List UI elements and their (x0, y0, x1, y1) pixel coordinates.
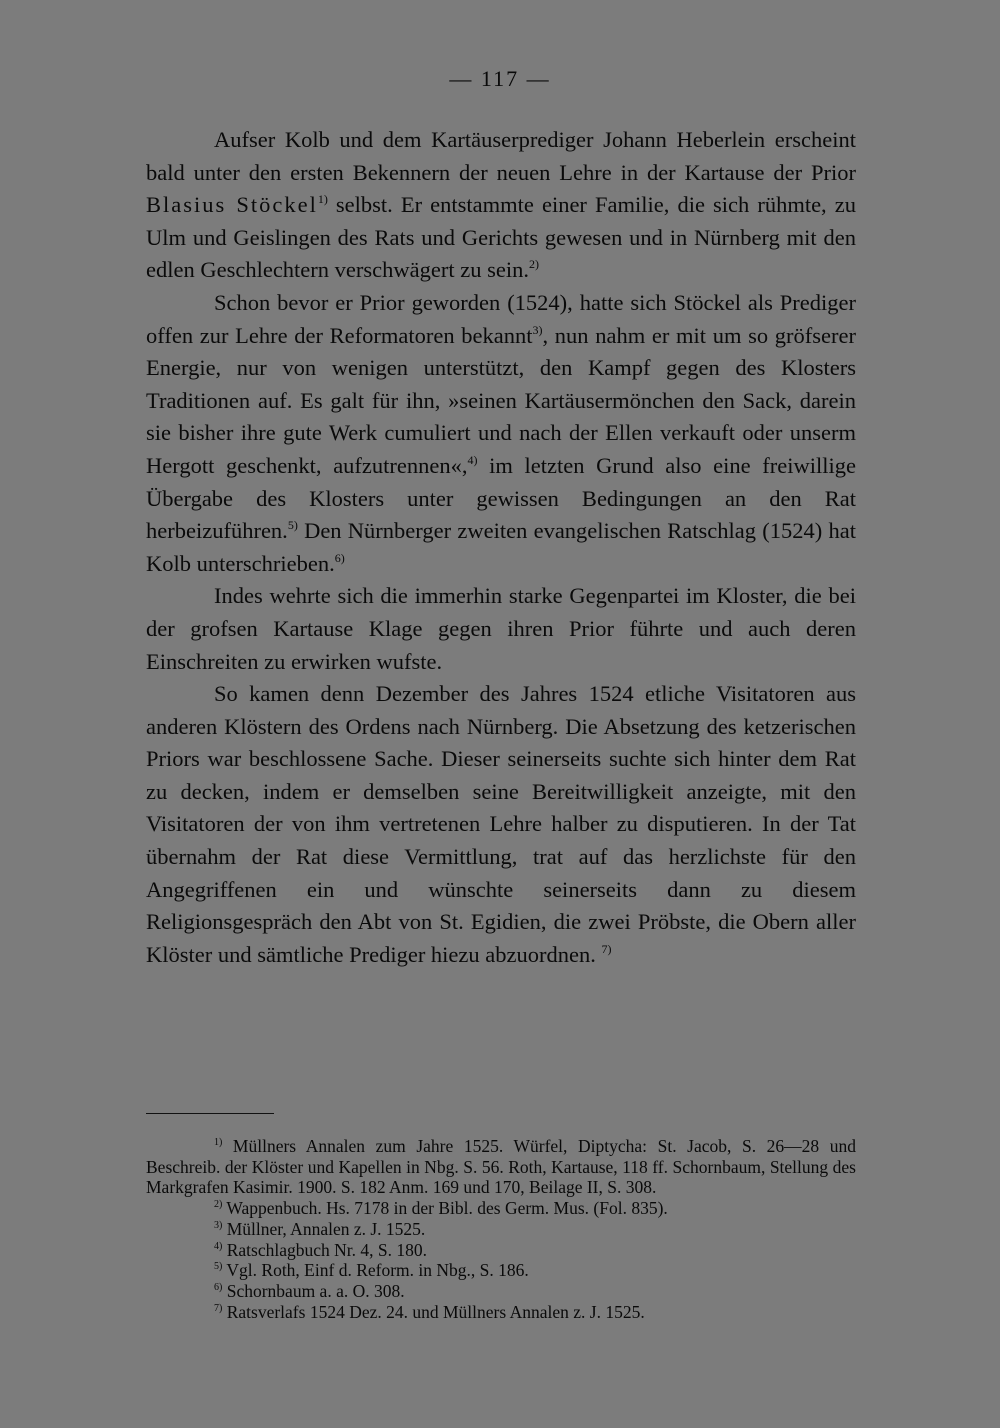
paragraph-1 (146, 124, 856, 287)
footnote-mark: 7) (214, 1302, 223, 1314)
footnote-mark: 4) (214, 1240, 223, 1252)
footnote-mark: 3) (214, 1219, 223, 1231)
footnote-mark: 1) (214, 1137, 223, 1148)
footnote-2 (146, 1198, 856, 1219)
footnotes (146, 1136, 856, 1322)
footnote-ref-5: 5) (287, 518, 298, 533)
page-number: — 117 — (449, 66, 551, 91)
footnote-ref-1: 1) (317, 192, 328, 207)
footnote-text: Ratsverlafs 1524 Dez. 24. und Müllners Annalen z. J. 1525. (222, 1301, 645, 1322)
paragraph-text: , nun nahm er mit um so gröfserer Energie, nur von wenigen unterstützt, den Kampf gegen des Klosters Traditionen auf. Es galt für ihn, »seinen Kartäusermönchen den Sack, darein sie bisher ihre gute Werk cumuliert und nach der Ellen verkauft oder unserm Hergott geschenkt, aufzutrennen«, (146, 322, 857, 478)
paragraph-text: Den Nürnberger zweiten evangelischen Ratschlag (1524) hat Kolb unterschrieben. (146, 518, 856, 576)
footnote-ref-6: 6) (334, 550, 345, 565)
footnote-mark: 5) (214, 1261, 223, 1273)
footnote-5 (146, 1260, 856, 1281)
footnote-mark: 6) (214, 1281, 223, 1293)
paragraph-2 (146, 287, 856, 580)
footnote-mark: 2) (214, 1199, 223, 1211)
spaced-name: Blasius Stöckel (146, 192, 318, 218)
paragraph-4 (146, 678, 856, 971)
paragraph-text: Schon bevor er Prior geworden (1524), hatte sich Stöckel als Prediger offen zur Lehre der Reformatoren bekannt (146, 289, 856, 348)
paragraph-3 (146, 580, 856, 678)
footnote-3 (146, 1219, 856, 1240)
paragraph-text: Indes wehrte sich die immerhin starke Gegenpartei im Kloster, die bei der grofsen Kartause Klage gegen ihren Prior führte und auch deren Einschreiten zu erwirken wufste. (146, 583, 856, 674)
footnote-separator (146, 1113, 274, 1114)
footnote-1 (146, 1136, 856, 1198)
footnote-ref-4: 4) (467, 452, 478, 467)
footnote-text: Schornbaum a. a. O. 308. (222, 1280, 405, 1301)
body-text (146, 124, 856, 971)
footnote-4 (146, 1240, 856, 1261)
footnote-6 (146, 1281, 856, 1302)
footnote-text: Ratschlagbuch Nr. 4, S. 180. (222, 1239, 427, 1260)
footnote-ref-3: 3) (532, 322, 543, 337)
footnote-text: Müllners Annalen zum Jahre 1525. Würfel, Diptycha: St. Jacob, S. 26—28 und Beschreib. der Klöster und Kapellen in Nbg. S. 56. Roth, Kartause, 118 ff. Schornbaum, Stellung des Markgrafen Kasimir. 1900. S. 182 Anm. 169 und 170, Beilage II, S. 308. (146, 1136, 856, 1198)
footnote-ref-2: 2) (528, 257, 539, 272)
paragraph-text: So kamen denn Dezember des Jahres 1524 etliche Visitatoren aus anderen Klöstern des Ordens nach Nürnberg. Die Absetzung des ketzerischen Priors war beschlossene Sache. Dieser seinerseits suchte sich hinter dem Rat zu decken, indem er demselben seine Bereitwilligkeit anzeigte, mit den Visitatoren der von ihm vertretenen Lehre halber zu disputieren. In der Tat übernahm der Rat diese Vermittlung, trat auf das herzlichste für den Angegriffenen ein und wünschte seinerseits dann zu diesem Religionsgespräch den Abt von St. Egidien, die zwei Pröbste, die Obern aller Klöster und sämtliche Prediger hiezu abzuordnen. (146, 681, 856, 967)
footnote-ref-7: 7) (601, 941, 612, 956)
footnote-text: Wappenbuch. Hs. 7178 in der Bibl. des Germ. Mus. (Fol. 835). (222, 1198, 668, 1219)
footnote-7 (146, 1302, 856, 1323)
footnote-text: Vgl. Roth, Einf d. Reform. in Nbg., S. 186. (222, 1260, 529, 1281)
paragraph-text: Aufser Kolb und dem Kartäuserprediger Johann Heberlein erscheint bald unter den ersten Bekennern der neuen Lehre in der Kartause der Prior (146, 127, 856, 185)
footnote-text: Müllner, Annalen z. J. 1525. (222, 1218, 426, 1239)
paragraph-text: selbst. Er entstammte einer Familie, die sich rühmte, zu Ulm und Geislingen des Rats und Gerichts gewesen und in Nürnberg mit den edlen Geschlechtern verschwägert zu sein. (146, 192, 856, 283)
paragraph-text: im letzten Grund also eine freiwillige Übergabe des Klosters unter gewissen Bedingungen an den Rat herbeizuführen. (146, 452, 856, 544)
